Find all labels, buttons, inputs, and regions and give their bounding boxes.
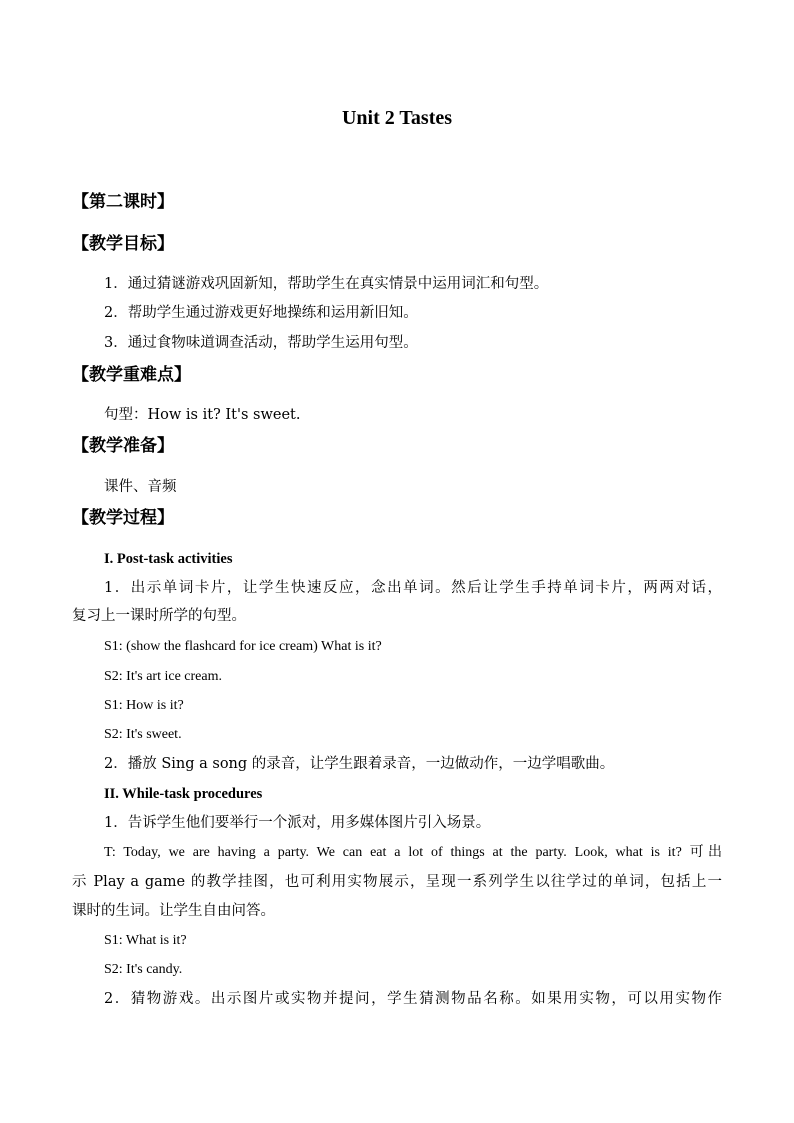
objectives-heading: 【教学目标】: [72, 234, 174, 254]
part1-dialog-line-2: S2: It's art ice cream.: [104, 669, 222, 684]
part1-step2: 2．播放 Sing a song 的录音，让学生跟着录音，一边做动作，一边学唱歌曲。: [104, 756, 615, 772]
part1-dialog-line-1: S1: (show the flashcard for ice cream) What is it?: [104, 639, 382, 654]
objective-item-1: 1．通过猜谜游戏巩固新知，帮助学生在真实情景中运用词汇和句型。: [104, 276, 549, 292]
preparation-heading: 【教学准备】: [72, 436, 174, 456]
part1-step1-line2: 复习上一课时所学的句型。: [72, 608, 246, 624]
document-title: Unit 2 Tastes: [341, 107, 453, 129]
part2-para-line2: 示 Play a game 的教学挂图，也可利用实物展示，呈现一系列学生以往学过的单词，包括上一: [72, 874, 722, 890]
preparation-text: 课件、音频: [104, 479, 177, 495]
key-points-text: 句型：How is it? It's sweet.: [104, 407, 301, 423]
part1-dialog-line-4: S2: It's sweet.: [104, 727, 182, 742]
part1-dialog-line-3: S1: How is it?: [104, 698, 184, 713]
part2-step1: 1．告诉学生他们要举行一个派对，用多媒体图片引入场景。: [104, 815, 491, 831]
part1-title: I. Post-task activities: [104, 551, 233, 567]
process-heading: 【教学过程】: [72, 508, 174, 528]
part2-title: II. While-task procedures: [104, 786, 263, 802]
key-points-heading: 【教学重难点】: [72, 365, 191, 385]
lesson-label: 【第二课时】: [72, 192, 174, 212]
objective-item-2: 2．帮助学生通过游戏更好地操练和运用新旧知。: [104, 305, 418, 321]
part2-dialog-line-1: S1: What is it?: [104, 933, 187, 948]
part2-step2: 2．猜物游戏。出示图片或实物并提问，学生猜测物品名称。如果用实物，可以用实物作: [104, 991, 722, 1007]
objective-item-3: 3．通过食物味道调查活动，帮助学生运用句型。: [104, 335, 418, 351]
part2-para-line3: 课时的生词。让学生自由问答。: [72, 903, 275, 919]
part2-para-line1: T: Today, we are having a party. We can eat a lot of things at the party. Look, what is it? 可出: [104, 845, 722, 860]
part1-step1-line1: 1．出示单词卡片，让学生快速反应，念出单词。然后让学生手持单词卡片，两两对话，: [104, 580, 722, 596]
part2-dialog-line-2: S2: It's candy.: [104, 962, 183, 977]
